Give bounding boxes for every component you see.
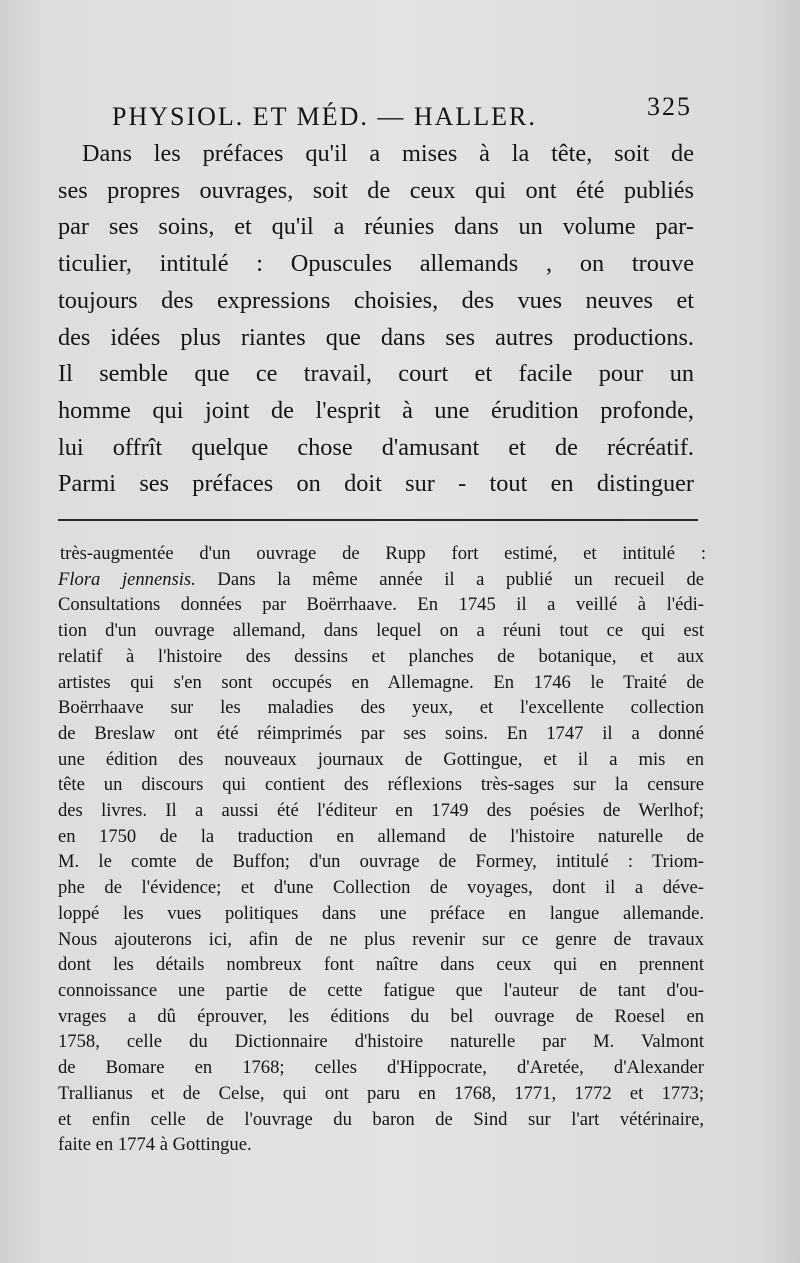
- footnote-line-with-italic-title: [58, 567, 704, 593]
- main-text-line: ticulier, intitulé : Opuscules allemands , on trouve: [58, 250, 694, 278]
- main-paragraph: [58, 136, 700, 503]
- footnote-line: de Breslaw ont été réimprimés par ses soins. En 1747 il a donné: [58, 722, 704, 744]
- running-head-title: PHYSIOL. ET MÉD. — HALLER.: [112, 102, 537, 131]
- page-number: 325: [647, 92, 692, 121]
- footnote-line: Nous ajouterons ici, afin de ne plus revenir sur ce genre de travaux: [58, 928, 704, 950]
- footnote-line: relatif à l'histoire des dessins et planches de botanique, et aux: [58, 645, 704, 667]
- footnote-line: Trallianus et de Celse, qui ont paru en 1768, 1771, 1772 et 1773;: [58, 1082, 704, 1104]
- footnote-line: tion d'un ouvrage allemand, dans lequel on a réuni tout ce qui est: [58, 620, 704, 642]
- footnote-line: très-augmentée d'un ouvrage de Rupp fort estimé, et intitulé :: [60, 543, 706, 565]
- footnote-separator: [58, 519, 698, 521]
- footnote-line: faite en 1774 à Gottingue.: [58, 1134, 252, 1156]
- footnote-line: en 1750 de la traduction en allemand de l'histoire naturelle de: [58, 825, 704, 847]
- main-text-line: des idées plus riantes que dans ses autres productions.: [58, 323, 694, 351]
- footnote-line: et enfin celle de l'ouvrage du baron de Sind sur l'art vétérinaire,: [58, 1108, 704, 1130]
- footnote-line-continuation: Dans la même année il a publié un recueil de: [195, 568, 704, 590]
- footnote-line: Consultations données par Boërrhaave. En 1745 il a veillé à l'édi-: [58, 594, 704, 616]
- footnote-line: de Bomare en 1768; celles d'Hippocrate, d'Aretée, d'Alexander: [58, 1057, 704, 1079]
- main-text-line: Il semble que ce travail, court et facile pour un: [58, 360, 694, 388]
- page-content: [58, 88, 706, 1158]
- footnote-block: [58, 541, 706, 1158]
- footnote-line: tête un discours qui contient des réflexions très-sages sur la censure: [58, 774, 704, 796]
- main-text-line: toujours des expressions choisies, des vues neuves et: [58, 286, 694, 314]
- footnote-line: une édition des nouveaux journaux de Gottingue, et il a mis en: [58, 748, 704, 770]
- italic-title: Flora jennensis.: [58, 568, 196, 590]
- footnote-line: phe de l'évidence; et d'une Collection de voyages, dont il a déve-: [58, 877, 704, 899]
- footnote-line: dont les détails nombreux font naître dans ceux qui en prennent: [58, 954, 704, 976]
- footnote-line: artistes qui s'en sont occupés en Allemagne. En 1746 le Traité de: [58, 671, 704, 693]
- footnote-line: connoissance une partie de cette fatigue que l'auteur de tant d'ou-: [58, 979, 704, 1001]
- main-text-line: homme qui joint de l'esprit à une érudition profonde,: [58, 396, 694, 424]
- main-text-line: par ses soins, et qu'il a réunies dans un volume par-: [58, 213, 694, 241]
- footnote-line: vrages a dû éprouver, les éditions du bel ouvrage de Roesel en: [58, 1005, 704, 1027]
- running-head: [58, 88, 700, 134]
- footnote-line: M. le comte de Buffon; d'un ouvrage de Formey, intitulé : Triom-: [58, 851, 704, 873]
- main-text-line: Dans les préfaces qu'il a mises à la tête, soit de: [82, 140, 694, 167]
- footnote-line: loppé les vues politiques dans une préface en langue allemande.: [58, 902, 704, 924]
- footnote-line: des livres. Il a aussi été l'éditeur en 1749 des poésies de Werlhof;: [58, 800, 704, 822]
- main-text-line: lui offrît quelque chose d'amusant et de récréatif.: [58, 433, 694, 461]
- footnote-line: Boërrhaave sur les maladies des yeux, et l'excellente collection: [58, 697, 704, 719]
- main-text-line: Parmi ses préfaces on doit sur - tout en distinguer: [58, 470, 694, 498]
- main-text-line: ses propres ouvrages, soit de ceux qui ont été publiés: [58, 176, 694, 204]
- footnote-line: 1758, celle du Dictionnaire d'histoire naturelle par M. Valmont: [58, 1031, 704, 1053]
